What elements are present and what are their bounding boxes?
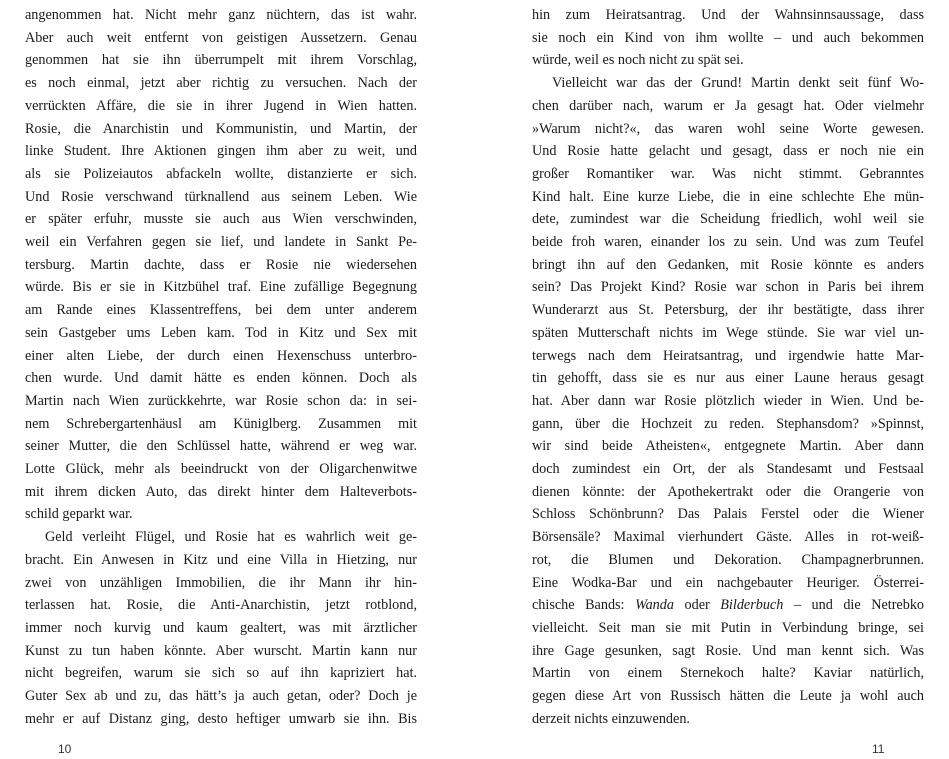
left-page xyxy=(25,4,417,731)
text-line: Martin von einem Sternekoch halte? Kaviar natürlich, xyxy=(532,665,924,682)
text-line: als sie Polizeiautos abfackeln wollte, distanzierte er sich. xyxy=(25,165,417,182)
band-name-wanda: Wanda xyxy=(635,597,674,614)
text-line: sein? Das Projekt Kind? Rosie war schon in Paris bei ihrem xyxy=(532,279,924,296)
right-paragraph-1 xyxy=(532,4,924,72)
text-line: beide froh waren, einander los zu sein. Und was zum Teufel xyxy=(532,234,924,251)
text-line: immer noch kurvig und kaum gealtert, was mit ärztlicher xyxy=(25,619,417,636)
text-line: zwei von unzähligen Immobilien, die ihr Mann ihr hin- xyxy=(25,574,417,591)
text-line: nicht begreifen, warum sie sich so auf ihn kapriziert hat. xyxy=(25,665,417,682)
text-line: dete, zumindest war die Scheidung friedlich, wohl weil sie xyxy=(532,211,924,228)
text-line: genommen hat sie ihn überrumpelt mit ihrem Vorschlag, xyxy=(25,52,417,69)
text-line: Und Rosie hatte gelacht und gesagt, dass er noch nie ein xyxy=(532,143,924,160)
left-paragraph-1 xyxy=(25,4,417,526)
text-line: Aber auch weit entfernt von geistigen Aussetzern. Genau xyxy=(25,29,417,46)
right-paragraph-tail xyxy=(532,617,924,731)
bands-line-prefix: chische Bands: xyxy=(532,597,636,614)
text-line: einer alten Liebe, der durch einen Hexenschuss unterbro- xyxy=(25,347,417,364)
text-line: terlassen hat. Rosie, die Anti-Anarchistin, jetzt rotblond, xyxy=(25,597,417,614)
bands-line-middle: oder xyxy=(673,597,721,614)
right-paragraph-2 xyxy=(532,72,924,594)
text-line: weil ein Verfahren gegen sie lief, und landete in Sankt Pe- xyxy=(25,234,417,251)
text-line: er später erfuhr, musste sie auch aus Wien verschwinden, xyxy=(25,211,417,228)
text-line: schild geparkt war. xyxy=(25,506,133,523)
text-line: seiner Mutter, die den Schlüssel hatte, während er weg war. xyxy=(25,438,417,455)
text-line: tin gehofft, dass sie es nur aus einer Laune heraus gesagt xyxy=(532,370,924,387)
text-line: Guter Sex ab und zu, das hätt’s ja auch getan, oder? Doch je xyxy=(25,688,417,705)
page-number-left: 10 xyxy=(58,742,72,756)
text-line: »Warum nicht?«, das waren wohl seine Worte gewesen. xyxy=(532,120,924,137)
text-line: sie noch ein Kind von ihm wollte – und auch bekommen xyxy=(532,29,924,46)
text-line: mehr er auf Distanz ging, desto heftiger umwarb sie ihn. Bis xyxy=(25,710,417,727)
text-line: verrückten Affäre, die sie in ihrer Jugend in Wien hatten. xyxy=(25,97,417,114)
text-line: Und Rosie verschwand türknallend aus seinem Leben. Wie xyxy=(25,188,417,205)
text-line: rot, die Blumen und Dekoration. Champagnerbrunnen. xyxy=(532,551,924,568)
text-line: bringt ihn auf den Gedanken, mit Rosie könnte es anders xyxy=(532,256,924,273)
text-line: sein Gastgeber ums Leben kam. Tod in Kitz und Sex mit xyxy=(25,324,417,341)
text-line: wir sind beide Atheisten«, entgegnete Martin. Aber dann xyxy=(532,438,924,455)
bands-line-suffix: – und die Netrebko xyxy=(783,597,925,614)
text-line: bracht. Ein Anwesen in Kitz und eine Villa in Hietzing, nur xyxy=(25,551,417,568)
right-page xyxy=(532,4,924,731)
text-line: hin zum Heiratsantrag. Und der Wahnsinnsaussage, dass xyxy=(532,7,924,23)
text-line: Schloss Schönbrunn? Das Palais Ferstel oder die Wiener xyxy=(532,506,924,523)
band-name-bilderbuch: Bilderbuch xyxy=(720,597,784,614)
right-bands-line xyxy=(532,594,924,617)
text-line: terwegs nach dem Heiratsantrag, und irgendwie hatte Mar- xyxy=(532,347,924,364)
text-line: großer Romantiker war. Was nicht stimmt. Gebranntes xyxy=(532,165,924,182)
text-line: hat. Aber dann war Rosie plötzlich wieder in Wien. Und be- xyxy=(532,392,924,409)
text-line: Geld verleiht Flügel, und Rosie hat es wahrlich weit ge- xyxy=(45,529,417,546)
text-line: chen darüber nach, warum er Ja gesagt hat. Oder vielmehr xyxy=(532,97,924,114)
text-line: es noch einmal, jetzt aber richtig zu versuchen. Nach der xyxy=(25,75,417,92)
text-line: Wunderarzt aus St. Petersburg, der ihr bestätigte, dass ihrer xyxy=(532,302,924,319)
text-line: gegen diese Art von Russisch hätten die Leute ja wohl auch xyxy=(532,688,924,705)
text-line: Rosie, die Anarchistin und Kommunistin, und Martin, der xyxy=(25,120,417,137)
text-line: Lotte Glück, mehr als beeindruckt von der Oligarchenwitwe xyxy=(25,461,417,478)
text-line: späten Mutterschaft nichts im Wege stünde. Sie war viel un- xyxy=(532,324,924,341)
text-line: doch zumindest ein Ort, der als Standesamt und Festsaal xyxy=(532,461,924,478)
text-line: gann, über die Hochzeit zu reden. Stephansdom? »Spinnst, xyxy=(532,415,924,432)
text-line: vielleicht. Seit man sie mit Putin in Verbindung bringe, sei xyxy=(532,619,924,636)
text-line: Vielleicht war das der Grund! Martin denkt seit fünf Wo- xyxy=(552,75,924,92)
text-line: Börsensäle? Maximal vierhundert Gäste. Alles in rot-weiß- xyxy=(532,529,924,546)
text-line: chen wurde. Und damit hätte es enden können. Doch als xyxy=(25,370,417,387)
text-line: Martin nach Wien zurückkehrte, war Rosie schon da: in sei- xyxy=(25,392,417,409)
text-line: Kind halt. Eine kurze Liebe, die in eine schlechte Ehe mün- xyxy=(532,188,924,205)
text-line: dienen könnte: der Apothekertrakt oder die Orangerie von xyxy=(532,483,924,500)
text-line: ihre Gage gesunken, sagt Rosie. Und man kennt sich. Was xyxy=(532,642,924,659)
page-number-right: 11 xyxy=(872,742,885,756)
text-line: mit ihrem dicken Auto, das direkt hinter dem Halteverbots- xyxy=(25,483,417,500)
text-line: derzeit nichts einzuwenden. xyxy=(532,710,690,727)
text-line: linke Student. Ihre Aktionen gingen ihm aber zu weit, und xyxy=(25,143,417,160)
text-line: Eine Wodka-Bar und ein nachgebauter Heuriger. Österrei- xyxy=(532,574,924,591)
text-line: am Rande eines Klassentreffens, bei dem unter anderem xyxy=(25,302,417,319)
text-line: nem Schrebergartenhäusl am Küniglberg. Zusammen mit xyxy=(25,415,417,432)
text-line: Kunst zu tun haben könnte. Aber wurscht. Martin kann nur xyxy=(25,642,417,659)
text-line: würde, weil es noch nicht zu spät sei. xyxy=(532,52,744,69)
text-line: würde. Bis er sie in Kitzbühel traf. Eine zufällige Begegnung xyxy=(25,279,417,296)
text-line: tersburg. Martin dachte, dass er Rosie nie wiedersehen xyxy=(25,256,417,273)
left-paragraph-2 xyxy=(25,526,417,730)
text-line: angenommen hat. Nicht mehr ganz nüchtern, das ist wahr. xyxy=(25,7,417,23)
